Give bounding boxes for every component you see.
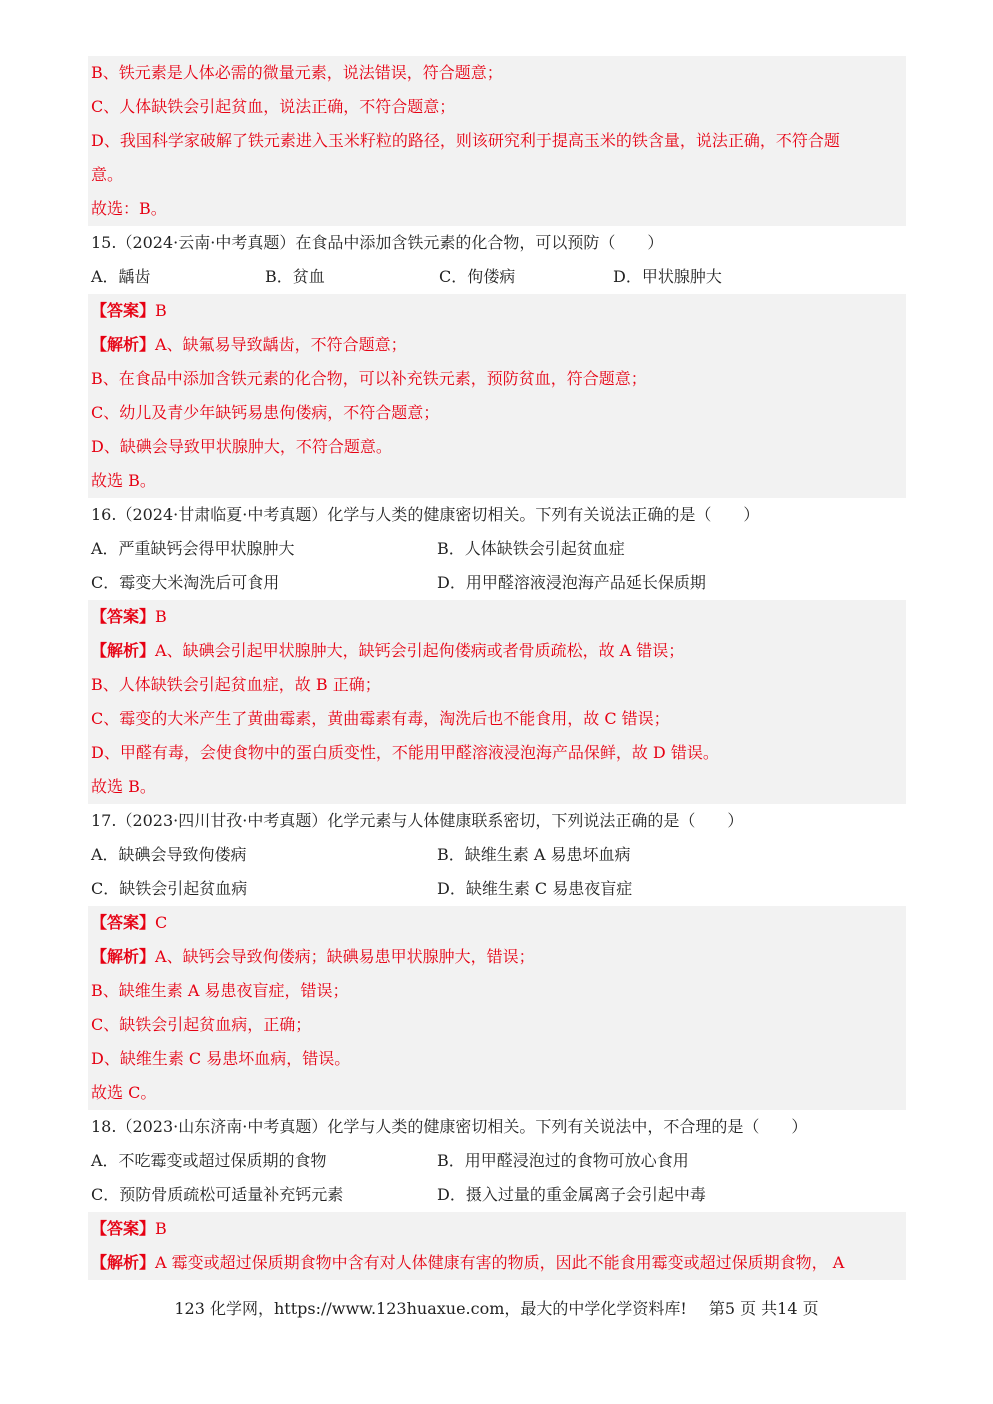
analysis-text: A、缺氟易导致龋齿，不符合题意； [155,335,407,354]
analysis-text: A 霉变或超过保质期食物中含有对人体健康有害的物质，因此不能食用霉变或超过保质期食物， A [155,1253,845,1272]
analysis-line: B、铁元素是人体必需的微量元素，说法错误，符合题意； [91,63,503,82]
option-b: B．用甲醛浸泡过的食物可放心食用 [437,1151,689,1170]
answer-line [88,906,906,940]
analysis-line [88,328,906,362]
footer-site: 123 化学网，https://www.123huaxue.com，最大的中学化学资料库! [174,1299,687,1318]
answer-value: B [155,1219,167,1238]
option-b: B．缺维生素 A 易患坏血病 [437,845,631,864]
analysis-line: 故选 C。 [91,1083,157,1102]
question-15-solution [88,294,906,498]
question-15-stem: 15.（2024·云南·中考真题）在食品中添加含铁元素的化合物，可以预防（ ） [91,233,664,252]
option-a: A．不吃霉变或超过保质期的食物 [91,1151,327,1170]
analysis-line: D、我国科学家破解了铁元素进入玉米籽粒的路径，则该研究利于提高玉米的铁含量，说法正确，不符合题 [91,131,840,150]
answer-line [88,1212,906,1246]
option-c: C．佝偻病 [439,267,516,286]
analysis-line: D、缺碘会导致甲状腺肿大，不符合题意。 [91,437,392,456]
answer-line [88,294,906,328]
option-a: A．缺碘会导致佝偻病 [91,845,247,864]
option-d: D．用甲醛溶液浸泡海产品延长保质期 [437,573,706,592]
answer-value: B [155,607,167,626]
footer-page-number: 第5 页 共14 页 [708,1299,819,1318]
option-a: A．严重缺钙会得甲状腺肿大 [91,539,295,558]
prev-analysis-block [88,56,906,226]
analysis-line: C、霉变的大米产生了黄曲霉素，黄曲霉素有毒，淘洗后也不能食用，故 C 错误； [91,709,670,728]
analysis-line: B、缺维生素 A 易患夜盲症，错误； [91,981,349,1000]
analysis-tag: 【解析】 [91,641,156,660]
option-b: B．人体缺铁会引起贫血症 [437,539,625,558]
analysis-tag: 【解析】 [91,1253,156,1272]
analysis-line: 故选 B。 [91,777,156,796]
question-18-solution [88,1212,906,1280]
analysis-line: C、幼儿及青少年缺钙易患佝偻病，不符合题意； [91,403,440,422]
analysis-tag: 【解析】 [91,947,156,966]
analysis-line [88,1246,906,1280]
option-c: C．缺铁会引起贫血病 [91,879,248,898]
question-16-solution [88,600,906,804]
question-18-options-row1 [88,1144,906,1178]
option-d: D．缺维生素 C 易患夜盲症 [437,879,633,898]
analysis-line: D、甲醛有毒，会使食物中的蛋白质变性，不能用甲醛溶液浸泡海产品保鲜，故 D 错误。 [91,743,719,762]
question-17-solution [88,906,906,1110]
analysis-tag: 【解析】 [91,335,156,354]
analysis-line [88,940,906,974]
document-page [88,56,906,1280]
question-17-options-row2 [88,872,906,906]
answer-tag: 【答案】 [91,913,156,932]
question-17-options-row1 [88,838,906,872]
answer-value: B [155,301,167,320]
analysis-line: 意。 [91,165,124,184]
question-18-options-row2 [88,1178,906,1212]
analysis-line: B、在食品中添加含铁元素的化合物，可以补充铁元素，预防贫血，符合题意； [91,369,647,388]
question-15-options [88,260,906,294]
page-footer [0,1297,993,1321]
analysis-line: C、人体缺铁会引起贫血，说法正确，不符合题意； [91,97,456,116]
question-18-stem: 18.（2023·山东济南·中考真题）化学与人类的健康密切相关。下列有关说法中，不合理的是（ ） [91,1117,808,1136]
question-16-stem: 16.（2024·甘肃临夏·中考真题）化学与人类的健康密切相关。下列有关说法正确的是（ ） [91,505,760,524]
answer-tag: 【答案】 [91,607,156,626]
answer-value: C [155,913,168,932]
question-16-options-row2 [88,566,906,600]
question-16-options-row1 [88,532,906,566]
option-b: B．贫血 [265,267,325,286]
option-c: C．霉变大米淘洗后可食用 [91,573,280,592]
analysis-line: C、缺铁会引起贫血病，正确； [91,1015,312,1034]
analysis-text: A、缺钙会导致佝偻病；缺碘易患甲状腺肿大，错误； [155,947,535,966]
answer-tag: 【答案】 [91,1219,156,1238]
answer-tag: 【答案】 [91,301,156,320]
analysis-line: B、人体缺铁会引起贫血症，故 B 正确； [91,675,381,694]
option-a: A．龋齿 [91,267,151,286]
answer-line [88,600,906,634]
option-d: D．甲状腺肿大 [613,267,722,286]
analysis-line [88,634,906,668]
analysis-line: 故选：B。 [91,199,167,218]
option-c: C．预防骨质疏松可适量补充钙元素 [91,1185,344,1204]
analysis-line: D、缺维生素 C 易患坏血病，错误。 [91,1049,351,1068]
question-17-stem: 17.（2023·四川甘孜·中考真题）化学元素与人体健康联系密切，下列说法正确的是（ ） [91,811,744,830]
analysis-line: 故选 B。 [91,471,156,490]
option-d: D．摄入过量的重金属离子会引起中毒 [437,1185,706,1204]
analysis-text: A、缺碘会引起甲状腺肿大，缺钙会引起佝偻病或者骨质疏松，故 A 错误； [155,641,685,660]
